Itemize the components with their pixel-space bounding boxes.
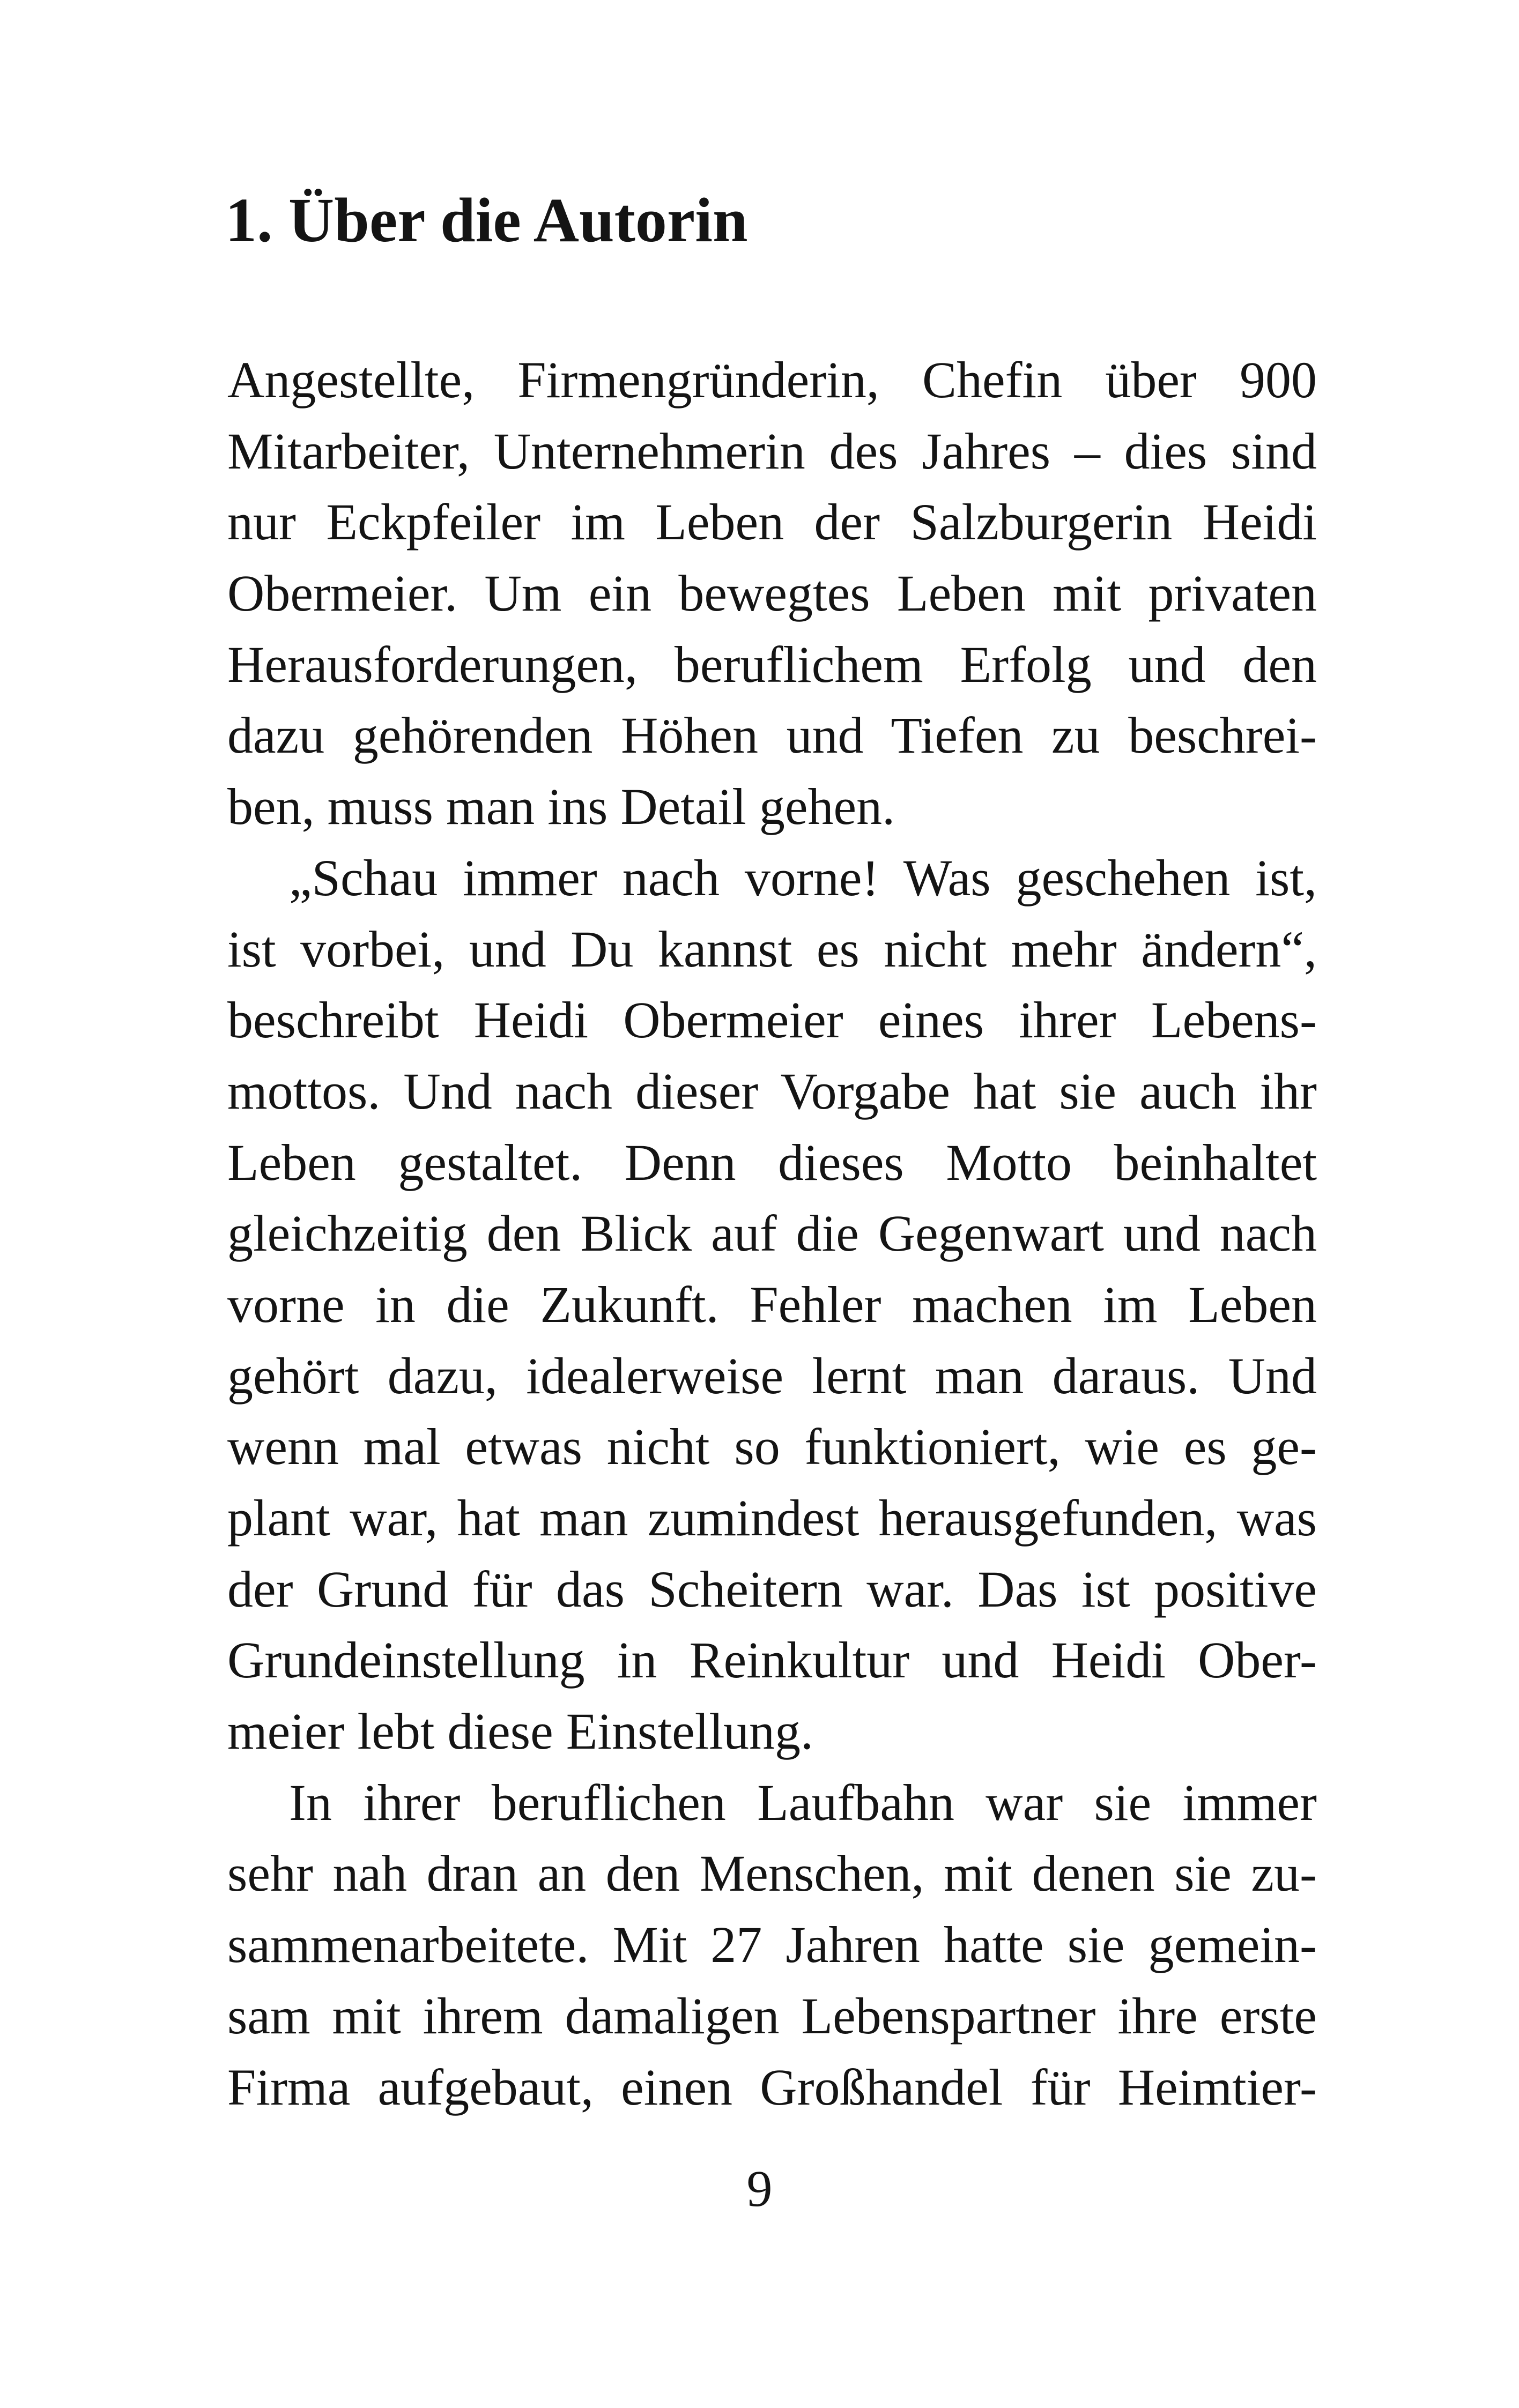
text-line: Leben gestaltet. Denn dieses Motto beinhaltet bbox=[227, 1133, 1317, 1191]
text-line: sammenarbeitete. Mit 27 Jahren hatte sie gemein- bbox=[227, 1916, 1317, 1974]
chapter-heading: 1. Über die Autorin bbox=[225, 185, 748, 255]
text-line: nur Eckpfeiler im Leben der Salzburgerin Heidi bbox=[227, 493, 1317, 551]
text-line: plant war, hat man zumindest herausgefunden, was bbox=[227, 1489, 1317, 1547]
text-line: Herausforderungen, beruflichem Erfolg und den bbox=[227, 635, 1317, 693]
text-line: vorne in die Zukunft. Fehler machen im Leben bbox=[227, 1275, 1317, 1333]
text-line: beschreibt Heidi Obermeier eines ihrer Lebens- bbox=[227, 991, 1317, 1049]
text-line: sehr nah dran an den Menschen, mit denen sie zu- bbox=[227, 1845, 1317, 1902]
text-line: Mitarbeiter, Unternehmerin des Jahres – dies sind bbox=[227, 422, 1317, 480]
paragraph-1 bbox=[227, 345, 1317, 843]
text-line: Firma aufgebaut, einen Großhandel für Heimtier- bbox=[227, 2058, 1317, 2116]
text-line: Angestellte, Firmengründerin, Chefin über 900 bbox=[227, 351, 1317, 408]
text-line: In ihrer beruflichen Laufbahn war sie immer bbox=[289, 1773, 1317, 1831]
text-line: wenn mal etwas nicht so funktioniert, wie es ge- bbox=[227, 1418, 1317, 1476]
text-line: ist vorbei, und Du kannst es nicht mehr ändern“, bbox=[227, 920, 1317, 978]
text-line: ben, muss man ins Detail gehen. bbox=[227, 778, 895, 836]
paragraph-2 bbox=[227, 843, 1317, 1767]
text-line: Obermeier. Um ein bewegtes Leben mit privaten bbox=[227, 564, 1317, 622]
text-line: gleichzeitig den Blick auf die Gegenwart und nach bbox=[227, 1205, 1317, 1262]
text-line: „Schau immer nach vorne! Was geschehen ist, bbox=[289, 849, 1317, 906]
body-text bbox=[227, 345, 1317, 2123]
text-line: mottos. Und nach dieser Vorgabe hat sie auch ihr bbox=[227, 1062, 1317, 1120]
text-line: sam mit ihrem damaligen Lebenspartner ihre erste bbox=[227, 1987, 1317, 2045]
paragraph-3 bbox=[227, 1767, 1317, 2123]
page-number: 9 bbox=[746, 2160, 773, 2217]
text-line: Grundeinstellung in Reinkultur und Heidi Ober- bbox=[227, 1631, 1317, 1689]
text-line: dazu gehörenden Höhen und Tiefen zu beschrei- bbox=[227, 707, 1317, 764]
text-line: meier lebt diese Einstellung. bbox=[227, 1703, 814, 1760]
text-line: gehört dazu, idealerweise lernt man daraus. Und bbox=[227, 1347, 1317, 1404]
text-line: der Grund für das Scheitern war. Das ist positive bbox=[227, 1560, 1317, 1618]
